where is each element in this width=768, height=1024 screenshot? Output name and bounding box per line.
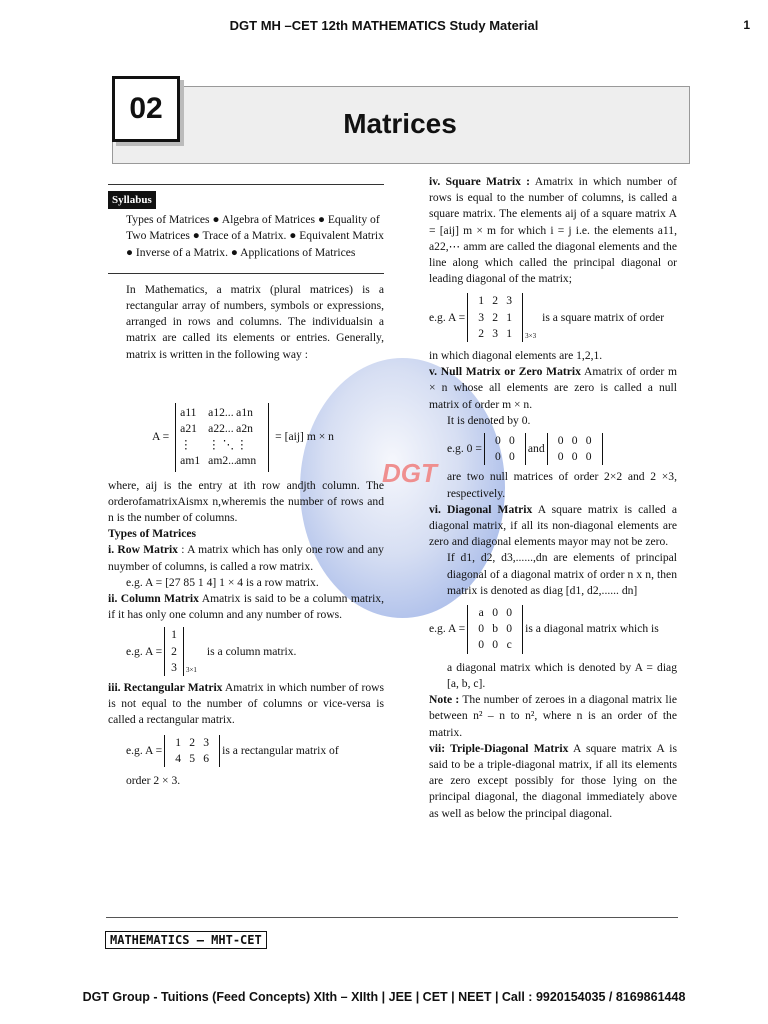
matrix-cell: 2 [171,644,177,658]
matrix-cell: 2 [492,310,499,324]
matrix-row [171,751,213,767]
matrix-row [474,293,516,309]
syllabus-tag: Syllabus [108,191,156,209]
diagonal-matrix-desc: A square matrix is called a diagonal matrix, if all its non-diagonal elements are zero and diagonal elements mayor may not be zero. [429,502,677,549]
note-label: Note : [429,693,460,707]
matrix-cell: 4 [175,751,182,765]
triple-diagonal-label: vii: Triple-Diagonal Matrix [429,741,569,755]
null-matrix-2x3 [547,433,603,465]
page-header: DGT MH –CET 12th MATHEMATICS Study Material [229,18,539,33]
column-matrix-label: ii. Column Matrix [108,592,199,606]
rectangular-matrix-label: iii. Rectangular Matrix [108,681,223,695]
matrix-cell: 0 [508,450,515,464]
column-matrix [164,627,184,676]
matrix-cell: 1 [478,294,485,308]
matrix-cell: a22... [208,422,234,436]
and-text: and [527,442,545,456]
matrix-cell: c [506,638,512,652]
matrix-cell: a1n [236,405,253,419]
matrix-row [474,637,516,653]
matrix-row [491,433,519,449]
matrix-row [171,735,213,751]
divider [108,184,384,185]
matrix-cell: a12... [208,405,234,419]
square-matrix-example [429,291,677,344]
matrix-cell: 0 [506,606,513,620]
footer-divider [106,917,678,918]
matrix-cell: 0 [492,606,499,620]
matrix-cell: 1 [506,326,513,340]
null-tail: are two null matrices of order 2×2 and 2 ×3, respectively. [447,470,677,500]
matrix-body [175,403,269,472]
page-footer: DGT Group - Tuitions (Feed Concepts) XIth – XIIth | JEE | CET | NEET | Call : 9920154035 / 8169861448 [82,990,686,1004]
matrix-cell: 0 [494,434,501,448]
row-matrix-example: e.g. A = [27 85 1 4] 1 × 4 is a row matrix. [126,575,319,589]
column-matrix-text [108,591,384,623]
where-text: where, aij is the entry at ith row andjth column. The orderofamatrixAismx n,wheremis the number of rows and n is the number of columns. [108,478,384,525]
example-suffix: is a square matrix of order [542,310,665,324]
square-matrix-label: iv. Square Matrix : [429,175,531,188]
matrix-prefix: A = [152,430,170,444]
matrix-row [474,310,516,326]
rectangular-matrix [164,735,220,767]
matrix-row [180,453,264,469]
matrix-cell: am1 [180,454,201,468]
types-heading: Types of Matrices [108,527,196,541]
footer-subject-box: MATHEMATICS – MHT-CET [105,931,267,949]
matrix-cell: ⋮ ⋱ [208,438,235,452]
matrix-cell: 1 [171,628,177,642]
example-suffix: is a diagonal matrix which is [525,622,659,636]
matrix-row [474,621,516,637]
square-matrix [467,293,523,342]
page-number: 1 [743,18,750,32]
matrix-cell: 0 [571,434,578,448]
column-matrix-example [108,625,384,678]
right-column [429,174,677,822]
syllabus-text: Types of Matrices ● Algebra of Matrices ● Equality of Two Matrices ● Trace of a Matrix. ● Equivalent Matrix ● Inverse of a Matrix. ● Applications of Matrices [126,213,384,259]
matrix-cell: 3 [171,660,177,674]
square-matrix-desc: Amatrix in which number of rows is equal to the number of columns, is called a square matrix. The elements aij of a square matrix A = [aij] m × m for which i = j i.e. the elements a11, a22,⋯ amm are called the diagonal elements and the line along which called the principal diagonal or leading diagonal of the matrix; [429,175,677,286]
matrix-cell: 0 [478,638,485,652]
column-matrix-desc: Amatrix is said to be a column matrix, if it has only one column and any number of rows. [108,592,384,622]
matrix-row [474,605,516,621]
matrix-cell: b [492,622,499,636]
row-matrix-label: i. Row Matrix [108,543,178,557]
rectangular-tail: order 2 × 3. [126,774,181,788]
matrix-cell: a [478,606,484,620]
matrix-cell: 2 [492,294,499,308]
diagonal-tail: a diagonal matrix which is denoted by A = diag [a, b, c]. [447,660,677,690]
chapter-title: Matrices [343,108,457,139]
matrix-cell: 0 [557,434,564,448]
matrix-cell: 0 [585,450,592,464]
matrix-cell: 2 [189,735,196,749]
example-prefix: e.g. A = [126,644,163,658]
matrix-cell: 3 [478,310,485,324]
matrix-row [554,433,596,449]
divider [108,273,384,274]
matrix-cell: 0 [571,450,578,464]
null-matrix-example [429,431,677,467]
matrix-cell: 0 [494,450,501,464]
null-matrix-2x2 [484,433,526,465]
matrix-row [180,421,264,437]
example-prefix: e.g. 0 = [447,442,482,456]
matrix-row [554,449,596,465]
matrix-order: 3×3 [525,331,537,340]
general-matrix [152,403,384,472]
matrix-cell: a2n [236,422,253,436]
rectangular-matrix-desc: Amatrix in which number of rows is not equal to the number of columns or vice-versa is called a rectangular matrix. [108,681,384,727]
rectangular-matrix-example [108,733,384,769]
matrix-cell: 0 [506,622,513,636]
row-matrix-text [108,542,384,574]
diagonal-matrix-text [429,502,677,551]
matrix-cell: 3 [203,735,210,749]
diagonal-matrix-label: vi. Diagonal Matrix [429,502,533,516]
triple-diagonal-text [429,741,677,822]
matrix-cell: 1 [175,735,182,749]
matrix-cell: 2 [478,326,485,340]
example-suffix: is a rectangular matrix of [222,743,339,757]
matrix-cell: 6 [203,751,210,765]
matrix-cell: 1 [506,310,513,324]
matrix-cell: 0 [478,622,485,636]
matrix-row [474,326,516,342]
matrix-cell: amn [236,454,257,468]
null-note: It is denoted by 0. [447,413,531,427]
chapter-number: 02 [112,76,180,142]
row-matrix-desc: : A matrix which has only one row and any nuymber of columns, is called a row matrix. [108,543,384,573]
square-tail: in which diagonal elements are 1,2,1. [429,349,603,363]
matrix-row [491,449,519,465]
matrix-cell: a21 [180,422,197,436]
matrix-row [180,437,264,453]
intro-paragraph: In Mathematics, a matrix (plural matrices) is a rectangular array of numbers, symbols or expressions, arranged in rows and columns. The individualsin a matrix are called its elements or entries. Generally, matrix is written in the following way : [126,282,384,361]
triple-diagonal-desc: A square matrix A is said to be a triple-diagonal matrix, if all its elements are zero except possibly for those lying on the principal diagonal, the diagonal immediately above as well as below the principal diagonal. [429,741,677,820]
left-column [108,184,384,789]
note-desc: The number of zeroes in a diagonal matrix lie between n² – n to n², where n is an order of the matrix. [429,693,677,739]
matrix-order: 3×1 [185,665,197,674]
matrix-cell: a11 [180,405,197,419]
diagonal-text2: If d1, d2, d3,......,dn are elements of principal diagonal of a diagonal matrix of order n x n, then matrix is denoted as diag [d1, d2,...... dn] [447,551,677,597]
matrix-cell: 3 [506,294,513,308]
matrix-cell: 0 [557,450,564,464]
matrix-row [180,405,264,421]
example-prefix: e.g. A = [429,622,466,636]
matrix-cell: 0 [508,434,515,448]
diagonal-matrix [467,605,523,654]
example-prefix: e.g. A = [429,310,466,324]
note-text [429,692,677,741]
matrix-cell: 0 [585,434,592,448]
null-matrix-text [429,364,677,413]
matrix-cell: ⋮ [180,438,192,452]
matrix-suffix: = [aij] m × n [275,430,334,444]
null-matrix-label: v. Null Matrix or Zero Matrix [429,365,581,379]
watermark-text: DGT [382,458,437,488]
matrix-cell: ⋮ [236,438,248,452]
matrix-cell: am2... [208,454,237,468]
matrix-cell: 3 [492,326,499,340]
square-matrix-text [429,174,677,287]
matrix-cell: 5 [189,751,196,765]
example-suffix: is a column matrix. [206,644,297,658]
null-matrix-desc: Amatrix of order m × n whose all elements are zero is called a null matrix of order m × n. [429,365,678,411]
rectangular-matrix-text [108,680,384,729]
diagonal-matrix-example [429,603,677,656]
example-prefix: e.g. A = [126,743,163,757]
matrix-cell: 0 [492,638,499,652]
